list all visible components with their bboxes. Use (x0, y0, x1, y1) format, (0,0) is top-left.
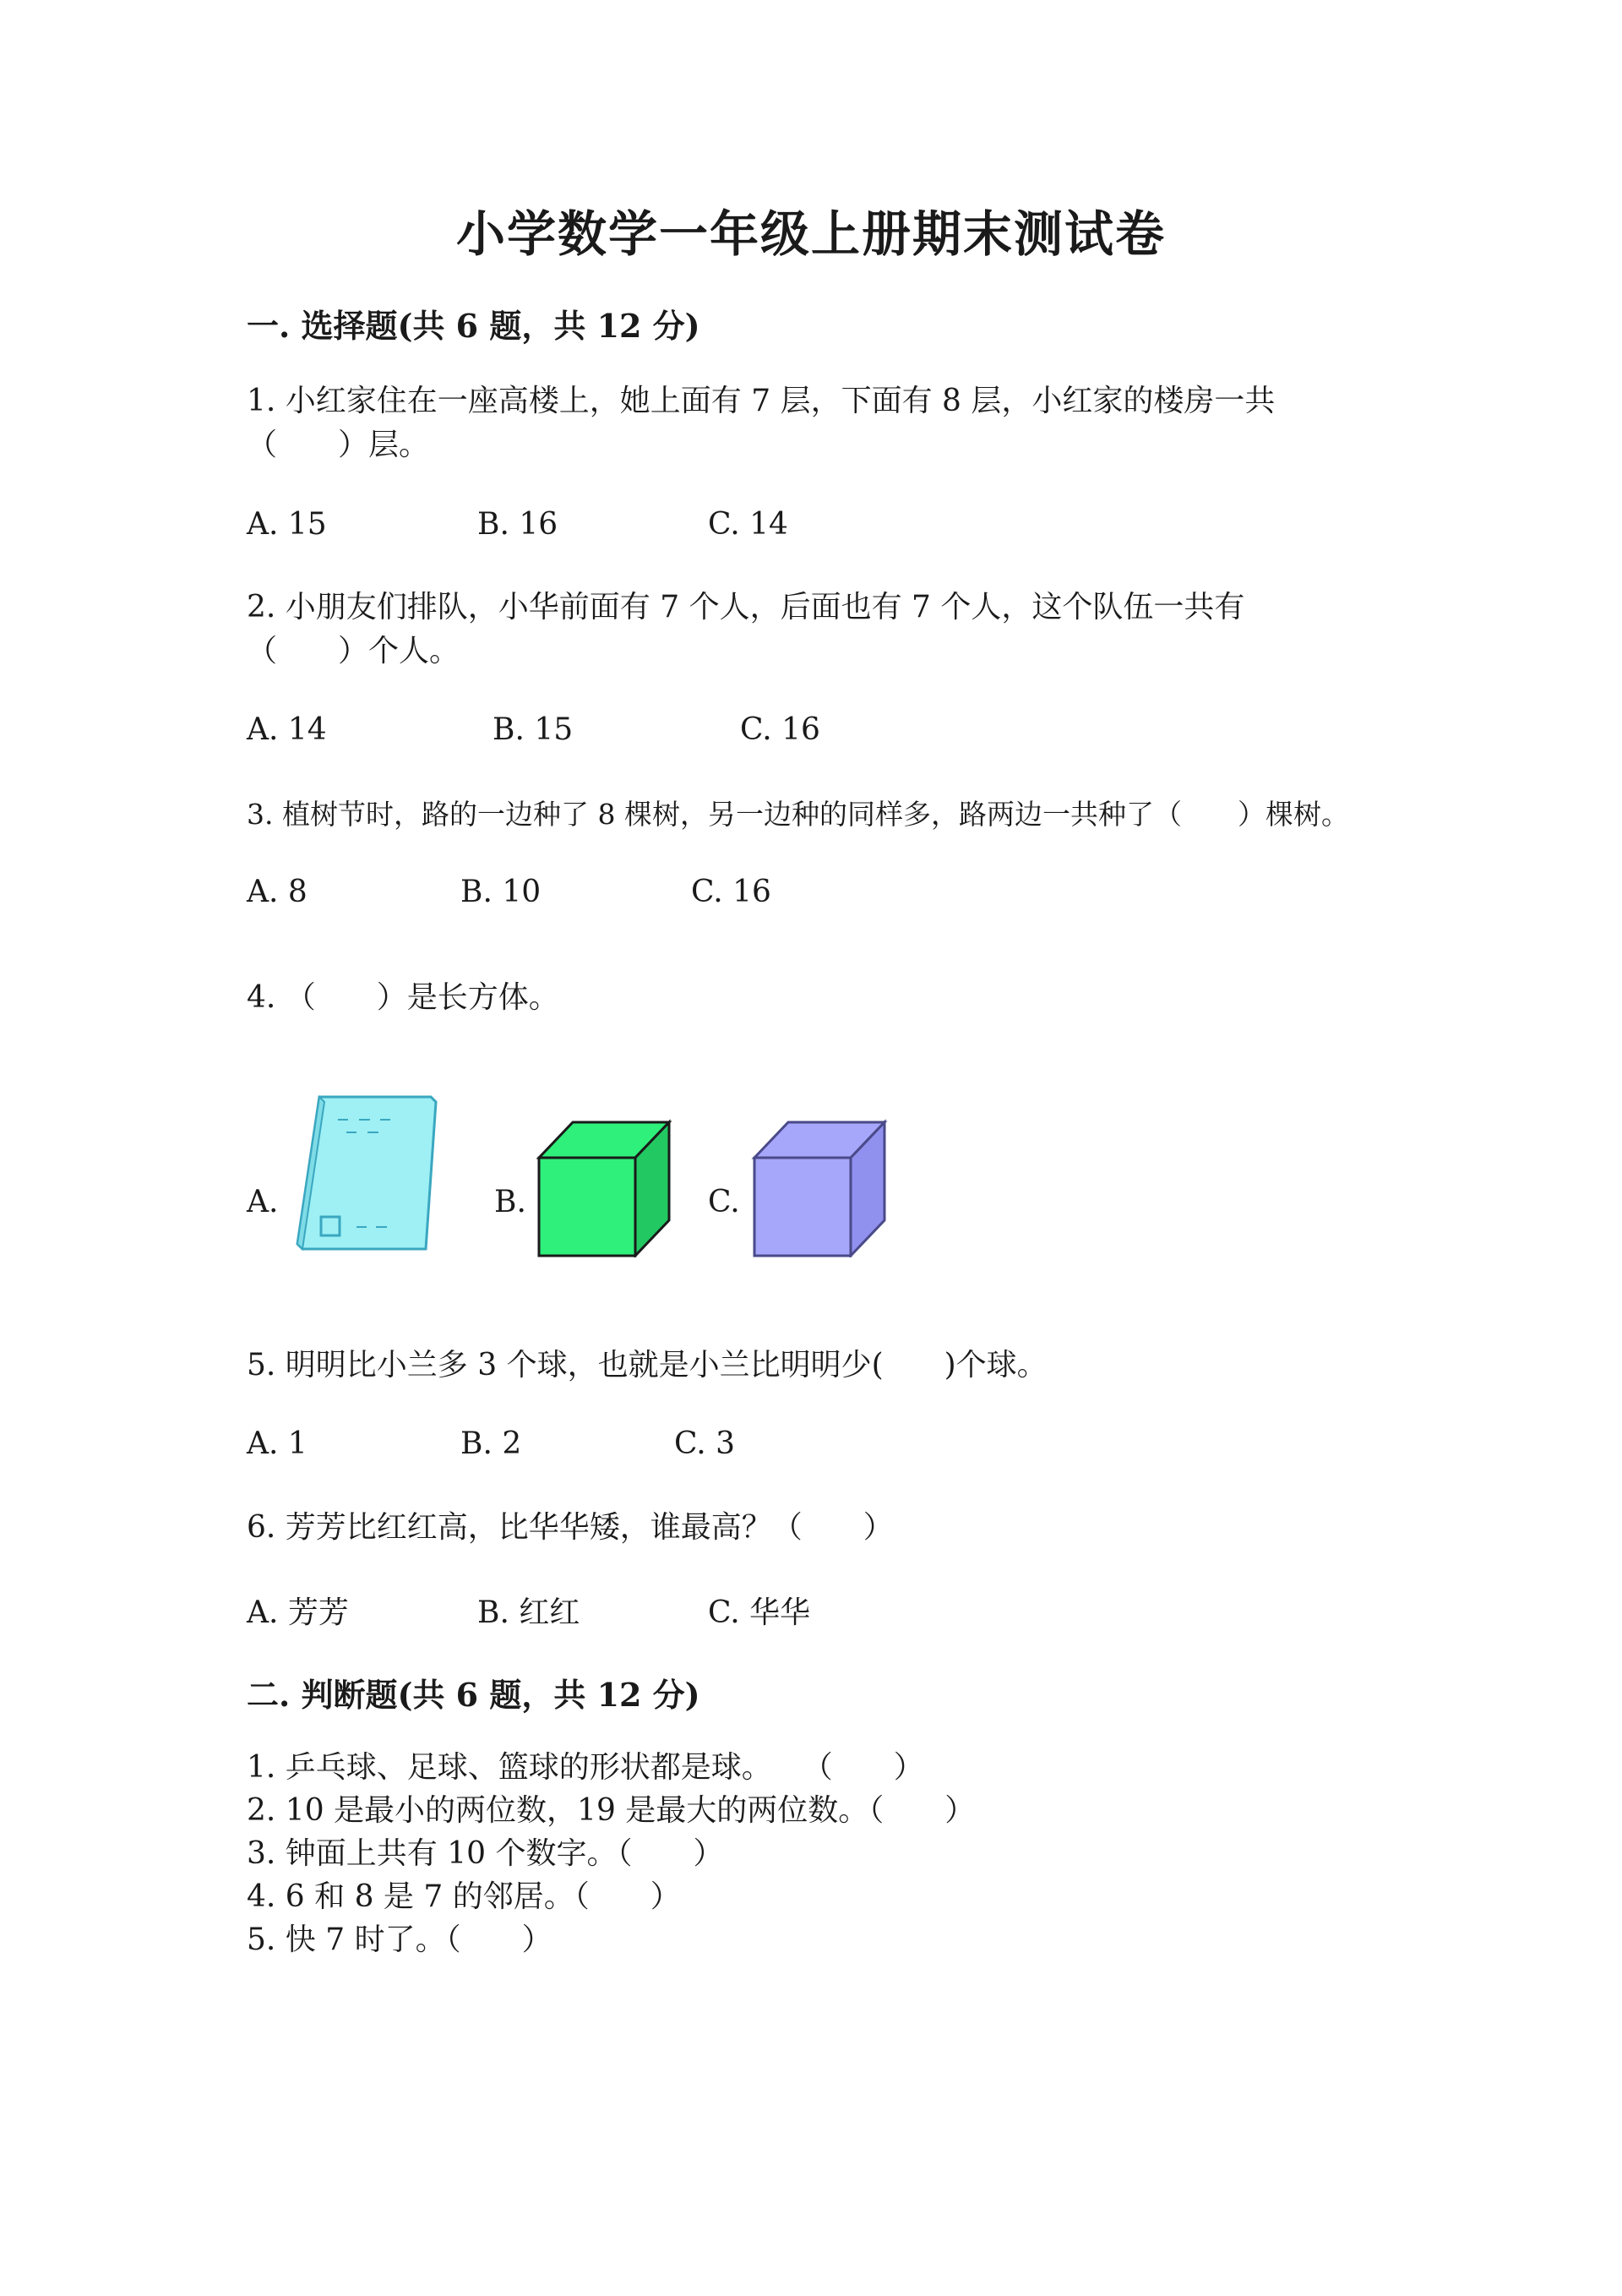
question-2-line2: （ ）个人。 (247, 634, 460, 668)
judgement-item-4: 4. 6 和 8 是 7 的邻居。（ ） (247, 1879, 681, 1914)
judgement-item-3: 3. 钟面上共有 10 个数字。（ ） (247, 1836, 724, 1871)
question-1-option-a[interactable]: A. 15 (247, 507, 327, 542)
question-4-option-a[interactable]: A. (247, 1185, 279, 1219)
question-6-text: 6. 芳芳比红红高，比华华矮，谁最高？（ ） (247, 1510, 894, 1545)
green-cube-figure (532, 1114, 676, 1257)
section-heading-judgement: 二. 判断题(共 6 题，共 12 分) (247, 1676, 700, 1714)
question-1-line2: （ ）层。 (247, 428, 430, 462)
section-heading-choice: 一. 选择题(共 6 题，共 12 分) (247, 307, 700, 345)
question-3-text: 3. 植树节时，路的一边种了 8 棵树，另一边种的同样多，路两边一共种了（ ）棵树。 (247, 798, 1349, 831)
question-4-option-c[interactable]: C. (708, 1185, 740, 1219)
question-4-option-b[interactable]: B. (494, 1185, 526, 1219)
question-5-option-b[interactable]: B. 2 (460, 1426, 522, 1461)
question-6-option-b[interactable]: B. 红红 (477, 1595, 580, 1630)
question-6-option-a[interactable]: A. 芳芳 (247, 1595, 349, 1630)
judgement-item-1: 1. 乒乓球、足球、篮球的形状都是球。 （ ） (247, 1750, 924, 1785)
question-5-option-a[interactable]: A. 1 (247, 1426, 308, 1461)
question-1-option-b[interactable]: B. 16 (477, 507, 558, 542)
page-title: 小学数学一年级上册期末测试卷 (455, 205, 1166, 263)
question-3-option-a[interactable]: A. 8 (247, 875, 308, 909)
judgement-item-2: 2. 10 是最小的两位数，19 是最大的两位数。（ ） (247, 1793, 976, 1828)
book-cuboid-figure (296, 1090, 439, 1255)
question-2-line1: 2. 小朋友们排队，小华前面有 7 个人，后面也有 7 个人，这个队伍一共有 (247, 590, 1245, 624)
purple-cube-figure (748, 1114, 891, 1257)
question-2-option-a[interactable]: A. 14 (247, 712, 327, 747)
question-4-text: 4. （ ）是长方体。 (247, 980, 559, 1015)
question-2-option-b[interactable]: B. 15 (493, 712, 574, 747)
question-2-option-c[interactable]: C. 16 (740, 712, 820, 747)
question-3-option-c[interactable]: C. 16 (691, 875, 771, 909)
question-5-text: 5. 明明比小兰多 3 个球，也就是小兰比明明少( )个球。 (247, 1348, 1048, 1383)
question-1-line1: 1. 小红家住在一座高楼上，她上面有 7 层，下面有 8 层，小红家的楼房一共 (247, 384, 1276, 418)
question-6-option-c[interactable]: C. 华华 (708, 1595, 811, 1630)
question-1-option-c[interactable]: C. 14 (708, 507, 788, 542)
question-3-option-b[interactable]: B. 10 (460, 875, 542, 909)
question-5-option-c[interactable]: C. 3 (674, 1426, 736, 1461)
judgement-item-5: 5. 快 7 时了。（ ） (247, 1922, 552, 1957)
